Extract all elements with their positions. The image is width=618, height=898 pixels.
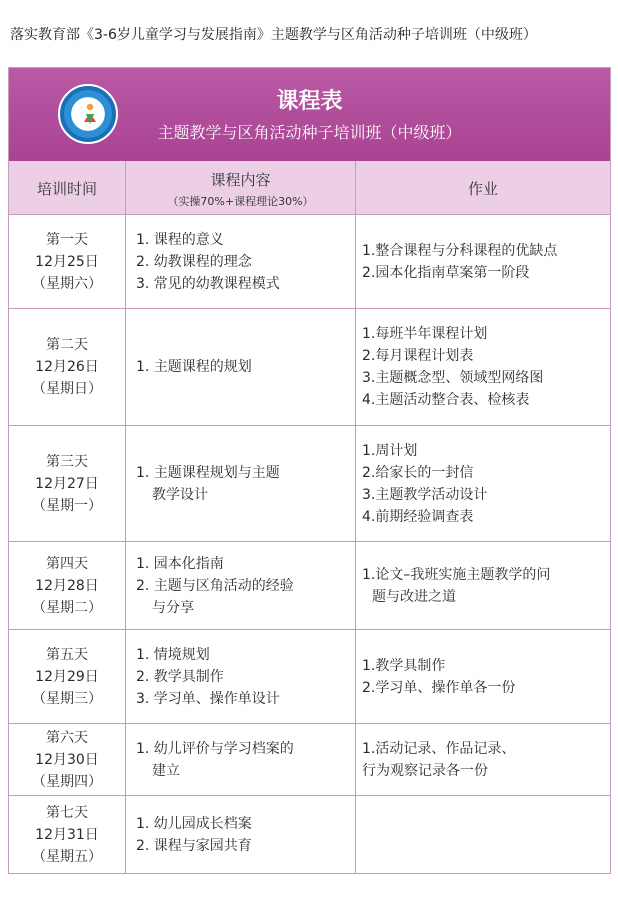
homework-item: 行为观察记录各一份: [362, 762, 488, 779]
content-item: 1. 幼儿园成长档案: [136, 815, 252, 832]
content-item-continued: 建立: [152, 762, 180, 779]
table-row: [9, 630, 610, 724]
homework-cell: [356, 724, 610, 795]
content-item: 2. 教学具制作: [136, 668, 224, 685]
day-cell: [9, 309, 126, 425]
weekday-label: （星期日）: [32, 381, 102, 397]
homework-item: 4.主题活动整合表、检核表: [362, 392, 530, 408]
column-header-content-note: （实操70%+课程理论30%）: [167, 195, 314, 208]
homework-item: 1.教学具制作: [362, 657, 446, 674]
column-header-time: [9, 161, 126, 215]
day-cell: [9, 542, 126, 629]
content-item-continued: 与分享: [152, 599, 194, 616]
content-item: 1. 园本化指南: [136, 555, 224, 572]
homework-cell: [356, 542, 610, 629]
homework-cell: [356, 215, 610, 308]
homework-item: 3.主题概念型、领域型网络图: [362, 370, 544, 386]
content-cell: [126, 309, 356, 425]
column-header-homework: [356, 161, 610, 215]
homework-item: 4.前期经验调查表: [362, 508, 474, 525]
schedule-table: [8, 67, 611, 874]
column-header-homework-label: 作业: [467, 180, 498, 198]
content-cell: [126, 796, 356, 873]
day-label: 第三天: [46, 453, 88, 470]
weekday-label: （星期一）: [32, 497, 102, 514]
date-label: 12月25日: [35, 253, 99, 270]
schedule-title: 课程表: [276, 89, 343, 114]
content-item: 1. 主题课程规划与主题: [136, 464, 280, 481]
schedule-subtitle: 主题教学与区角活动种子培训班（中级班）: [157, 123, 462, 142]
homework-item: 2.园本化指南草案第一阶段: [362, 264, 530, 281]
table-row: [9, 426, 610, 542]
homework-item: 2.学习单、操作单各一份: [362, 679, 516, 696]
weekday-label: （星期六）: [32, 275, 102, 292]
homework-item-continued: 题与改进之道: [372, 588, 456, 605]
content-item: 1. 课程的意义: [136, 231, 224, 248]
date-label: 12月30日: [35, 751, 99, 768]
column-header-content-label: 课程内容: [210, 171, 271, 189]
homework-item: 1.每班半年课程计划: [362, 326, 488, 342]
weekday-label: （星期四）: [32, 773, 102, 790]
date-label: 12月27日: [35, 475, 99, 492]
homework-item: 2.每月课程计划表: [362, 348, 474, 364]
homework-item: 1.整合课程与分科课程的优缺点: [362, 242, 558, 259]
weekday-label: （星期三）: [32, 690, 102, 707]
homework-item: 2.给家长的一封信: [362, 464, 474, 481]
column-header-time-label: 培训时间: [36, 180, 97, 198]
day-cell: [9, 215, 126, 308]
day-cell: [9, 724, 126, 795]
content-cell: [126, 724, 356, 795]
date-label: 12月26日: [35, 359, 99, 375]
table-row: [9, 542, 610, 630]
homework-cell: [356, 796, 610, 873]
day-label: 第一天: [46, 231, 88, 248]
content-item: 2. 课程与家园共育: [136, 837, 252, 854]
homework-cell: [356, 309, 610, 425]
content-item: 3. 学习单、操作单设计: [136, 690, 280, 707]
day-label: 第五天: [46, 646, 88, 663]
content-item-continued: 教学设计: [152, 486, 208, 503]
content-cell: [126, 630, 356, 723]
day-cell: [9, 426, 126, 541]
column-header-content: [126, 161, 356, 215]
day-label: 第七天: [46, 804, 88, 821]
content-item: 1. 情境规划: [136, 646, 210, 663]
homework-cell: [356, 630, 610, 723]
table-row: [9, 309, 610, 426]
page-title: 落实教育部《3-6岁儿童学习与发展指南》主题教学与区角活动种子培训班（中级班）: [10, 27, 537, 43]
day-label: 第六天: [46, 729, 88, 746]
date-label: 12月31日: [35, 826, 99, 843]
weekday-label: （星期二）: [32, 599, 102, 616]
table-row: [9, 796, 610, 873]
date-label: 12月29日: [35, 668, 99, 685]
content-cell: [126, 542, 356, 629]
date-label: 12月28日: [35, 577, 99, 594]
content-cell: [126, 426, 356, 541]
homework-item: 1.论文–我班实施主题教学的问: [362, 566, 551, 583]
table-row: [9, 724, 610, 796]
content-cell: [126, 215, 356, 308]
homework-item: 1.周计划: [362, 442, 418, 459]
day-cell: [9, 796, 126, 873]
table-header-band: [9, 68, 610, 161]
day-cell: [9, 630, 126, 723]
content-item: 1. 主题课程的规划: [136, 359, 252, 375]
content-item: 2. 幼教课程的理念: [136, 253, 252, 270]
content-item: 3. 常见的幼教课程模式: [136, 275, 280, 292]
day-label: 第二天: [46, 337, 88, 353]
homework-item: 1.活动记录、作品记录、: [362, 740, 516, 757]
homework-cell: [356, 426, 610, 541]
homework-item: 3.主题教学活动设计: [362, 486, 488, 503]
table-row: [9, 215, 610, 309]
weekday-label: （星期五）: [32, 848, 102, 865]
content-item: 2. 主题与区角活动的经验: [136, 577, 294, 594]
day-label: 第四天: [46, 555, 88, 572]
content-item: 1. 幼儿评价与学习档案的: [136, 740, 294, 757]
